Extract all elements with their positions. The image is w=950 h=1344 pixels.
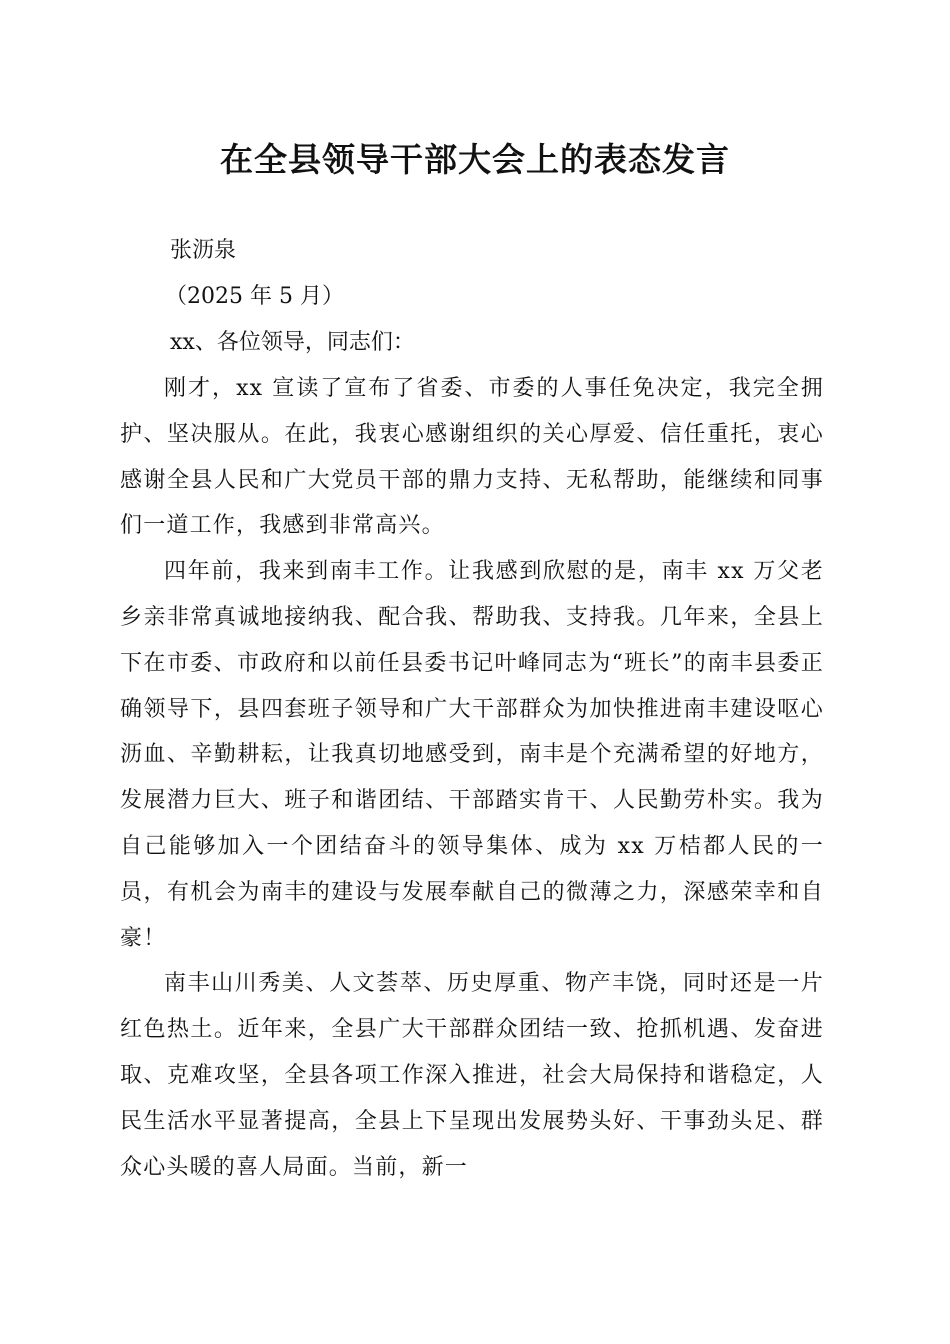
speech-date: （2025 年 5 月） bbox=[165, 284, 344, 309]
paragraph-3: 南丰山川秀美、人文荟萃、历史厚重、物产丰饶，同时还是一片红色热土。近年来，全县广大干部群众团结一致、抢抓机遇、发奋进取、克难攻坚，全县各项工作深入推进，社会大局保持和谐稳定，人民生活水平显著提高，全县上下呈现出发展势头好、干事劲头足、群众心头暖的喜人局面。当前，新一 bbox=[120, 971, 824, 1180]
paragraph-1: 刚才，xx 宣读了宣布了省委、市委的人事任免决定，我完全拥护、坚决服从。在此，我衷心感谢组织的关心厚爱、信任重托，衷心感谢全县人民和广大党员干部的鼎力支持、无私帮助，能继续和同事们一道工作，我感到非常高兴。 bbox=[120, 376, 824, 539]
author-name: 张沥泉 bbox=[170, 238, 237, 263]
document-body bbox=[120, 366, 824, 1190]
paragraph-2: 四年前，我来到南丰工作。让我感到欣慰的是，南丰 xx 万父老乡亲非常真诚地接纳我、配合我、帮助我、支持我。几年来，全县上下在市委、市政府和以前任县委书记叶峰同志为“班长”的南丰县委正确领导下，县四套班子领导和广大干部群众为加快推进南丰建设呕心沥血、辛勤耕耘，让我真切地感受到，南丰是个充满希望的好地方，发展潜力巨大、班子和谐团结、干部踏实肯干、人民勤劳朴实。我为自己能够加入一个团结奋斗的领导集体、成为 xx 万桔都人民的一员，有机会为南丰的建设与发展奉献自己的微薄之力，深感荣幸和自豪！ bbox=[120, 559, 824, 951]
document-title: 在全县领导干部大会上的表态发言 bbox=[220, 140, 730, 179]
salutation: xx、各位领导，同志们： bbox=[170, 330, 415, 355]
